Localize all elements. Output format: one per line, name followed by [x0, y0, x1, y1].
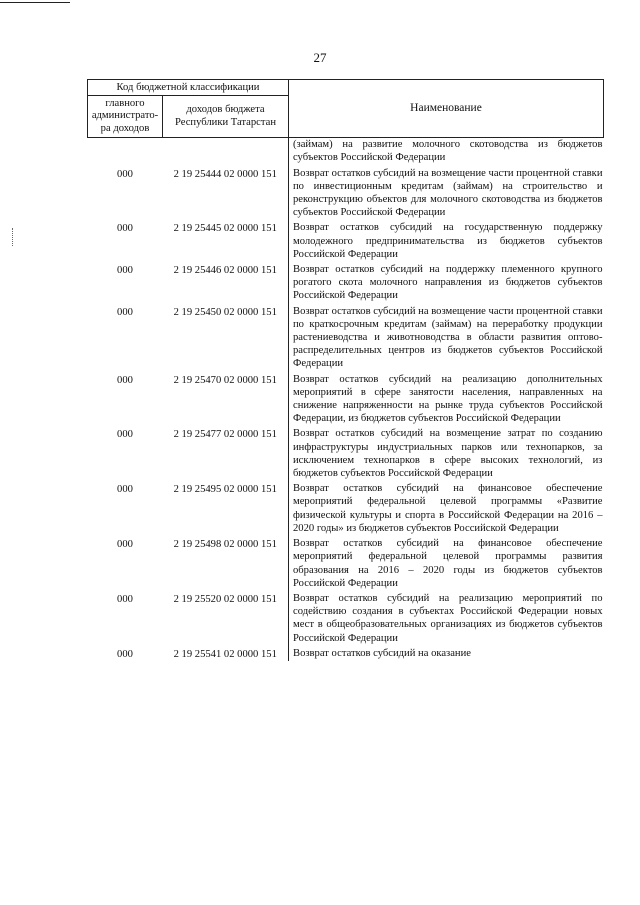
admin-code: 000	[117, 539, 133, 551]
header-admin: главного администрато-ра доходов	[88, 96, 163, 138]
admin-code: 000	[117, 648, 133, 660]
table-row	[88, 590, 604, 645]
income-name: Возврат остатков субсидий на реализацию дополнительных мероприятий в сфере занятости населения, направленных на снижение напряженности на рынке труда субъектов Российской Федерации, из бюджетов субъектов Российской Федерации	[289, 371, 604, 426]
income-name: Возврат остатков субсидий на финансовое обеспечение мероприятий федеральной целевой программы «Развитие физической культуры и спорта в Российской Федерации на 2016 – 2020 годы» из бюджетов субъектов Российской Федерации	[289, 480, 604, 535]
income-name: Возврат остатков субсидий на поддержку племенного крупного рогатого скота молочного направления из бюджетов субъектов Российской Федерации	[289, 261, 604, 303]
income-name: Возврат остатков субсидий на государственную поддержку молодежного предпринимательства из бюджетов субъектов Российской Федерации	[289, 219, 604, 261]
table-row	[88, 645, 604, 661]
income-code: 2 19 25541 02 0000 151	[173, 648, 277, 660]
income-name: Возврат остатков субсидий на возмещение затрат по созданию инфраструктуры индустриальных парков или технопарков, за исключением технопарков в сфере высоких технологий, из бюджетов субъектов Российской Федерации	[289, 425, 604, 480]
table-row	[88, 535, 604, 590]
table-row	[88, 425, 604, 480]
table-row	[88, 480, 604, 535]
header-name: Наименование	[289, 80, 604, 138]
header-code: доходов бюджета Республики Татарстан	[163, 96, 289, 138]
continuation-text: (займам) на развитие молочного скотоводства из бюджетов субъектов Российской Федерации	[289, 138, 604, 165]
header-group: Код бюджетной классификации	[88, 80, 289, 96]
income-name: Возврат остатков субсидий на финансовое обеспечение мероприятий федеральной целевой программы развития образования на 2016 – 2020 годы из бюджетов субъектов Российской Федерации	[289, 535, 604, 590]
income-code: 2 19 25450 02 0000 151	[173, 306, 277, 318]
income-code: 2 19 25444 02 0000 151	[173, 168, 277, 180]
income-code: 2 19 25477 02 0000 151	[173, 429, 277, 441]
admin-code: 000	[117, 484, 133, 496]
table-row	[88, 165, 604, 220]
income-code: 2 19 25445 02 0000 151	[173, 223, 277, 235]
table-row	[88, 303, 604, 371]
page-number: 27	[313, 50, 327, 65]
top-rule	[0, 2, 70, 3]
margin-mark	[12, 228, 14, 246]
income-name: Возврат остатков субсидий на реализацию мероприятий по содействию создания в субъектах Российской Федерации новых мест в общеобразовательных организациях из бюджетов субъектов Российской Федерации	[289, 590, 604, 645]
income-code: 2 19 25498 02 0000 151	[173, 539, 277, 551]
income-code: 2 19 25495 02 0000 151	[173, 484, 277, 496]
income-code: 2 19 25520 02 0000 151	[173, 593, 277, 605]
table-row	[88, 371, 604, 426]
admin-code: 000	[117, 168, 133, 180]
income-name: Возврат остатков субсидий на возмещение части процентной ставки по краткосрочным кредитам (займам) на переработку продукции растениеводства и животноводства в области развития оптово-распределительных центров из бюджетов субъектов Российской Федерации	[289, 303, 604, 371]
income-code: 2 19 25446 02 0000 151	[173, 265, 277, 277]
admin-code: 000	[117, 306, 133, 318]
table-row	[88, 219, 604, 261]
admin-code: 000	[117, 593, 133, 605]
income-name: Возврат остатков субсидий на возмещение части процентной ставки по инвестиционным кредитам (займам) на строительство и реконструкцию объектов для молочного скотоводства из бюджетов субъектов Российской Федерации	[289, 165, 604, 220]
admin-code: 000	[117, 265, 133, 277]
table-row-continuation	[88, 138, 604, 165]
admin-code: 000	[117, 429, 133, 441]
admin-code: 000	[117, 374, 133, 386]
income-code: 2 19 25470 02 0000 151	[173, 374, 277, 386]
admin-code: 000	[117, 223, 133, 235]
table-row	[88, 261, 604, 303]
budget-classification-table	[87, 79, 604, 661]
income-name: Возврат остатков субсидий на оказание	[289, 645, 604, 661]
